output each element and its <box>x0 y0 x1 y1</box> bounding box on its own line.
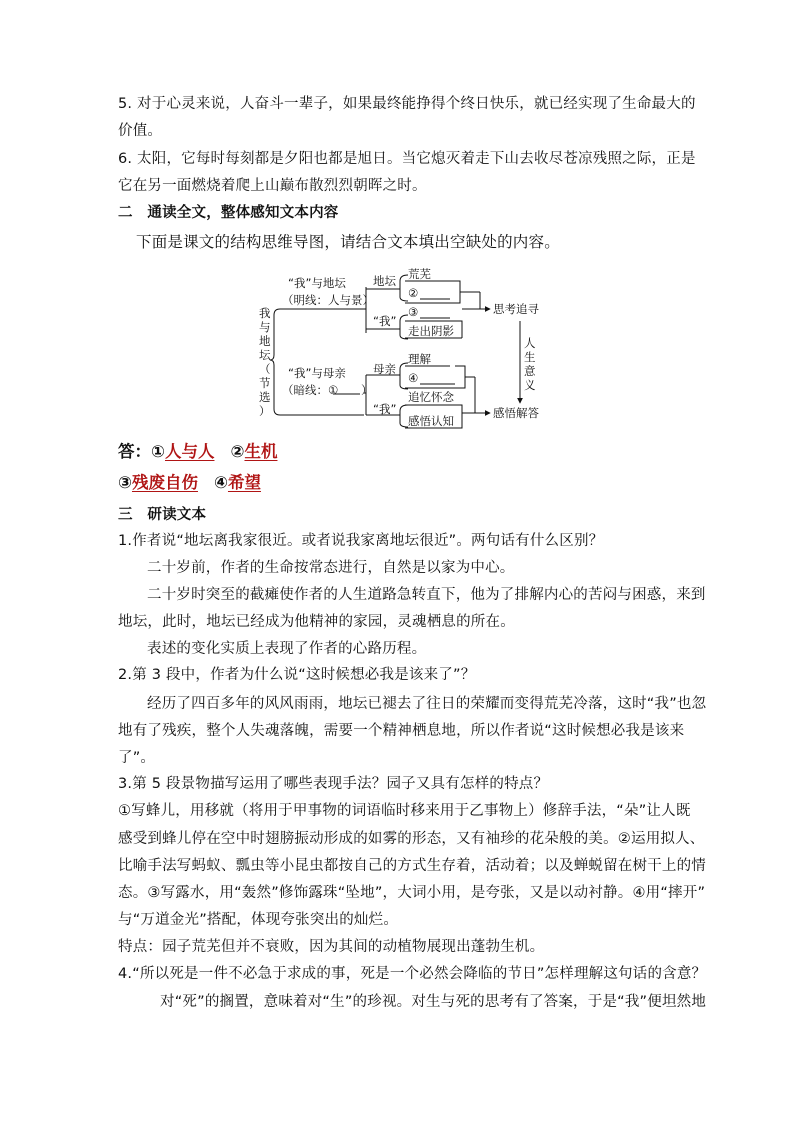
text-line: 与“万道金光”搭配，体现夸张突出的灿烂。 <box>118 912 399 928</box>
connector-lower <box>455 366 465 388</box>
answer-line-1 <box>118 440 277 464</box>
root-char: 我 <box>259 306 271 320</box>
node-ditan: 地坛 <box>373 274 396 288</box>
node-mother: 母亲 <box>373 362 396 376</box>
leaf-zhuiyi: 追忆怀念 <box>408 390 454 404</box>
branch2-subtitle-end: ） <box>361 383 373 397</box>
answer-num-3: ③ <box>118 473 132 492</box>
answer-num-1: ① <box>151 442 165 461</box>
answer-1: 人与人 <box>164 442 215 461</box>
branch1-subtitle: （明线：人与景） <box>282 293 374 307</box>
text-line: 对“死”的搁置，意味着对“生”的珍视。对生与死的思考有了答案，于是“我”便坦然地 <box>160 994 707 1010</box>
branch1-title: “我”与地坛 <box>288 276 346 290</box>
mind-map-root <box>259 306 271 418</box>
leaf-blank-4: ④ <box>408 371 419 385</box>
brace-ditan <box>400 275 408 301</box>
question-3: 3.第 5 段景物描写运用了哪些表现手法？园子又具有怎样的特点？ <box>118 776 549 792</box>
node-wo-2: “我” <box>373 402 397 416</box>
answer-line-2 <box>118 471 261 495</box>
rensheng-char: 意 <box>524 364 536 378</box>
text-line: 了”。 <box>118 750 156 766</box>
node-sikao: 思考追寻 <box>493 302 539 316</box>
text-line: 二十岁时突至的截瘫使作者的人生道路急转直下，他为了排解内心的苦闷与困惑，来到 <box>147 587 706 603</box>
leaf-ganwu: 感悟认知 <box>408 414 454 428</box>
text-line: 它在另一面燃烧着爬上山巅布散烈烈朝晖之时。 <box>118 178 427 194</box>
text-line: 地有了残疾，整个人失魂落魄，需要一个精神栖息地，所以作者说“这时候想必我是该来 <box>118 723 685 739</box>
text-line: 地坛，此时，地坛已经成为他精神的家园，灵魂栖息的所在。 <box>118 614 515 630</box>
question-2: 2.第 3 段中，作者为什么说“这时候想必我是该来了”？ <box>118 667 476 683</box>
root-char: ） <box>259 404 271 418</box>
question-1: 1.作者说“地坛离我家很近。或者说我家离地坛很近”。两句话有什么区别？ <box>118 533 604 549</box>
brace-wo2 <box>400 405 408 427</box>
connector-upper <box>450 281 460 303</box>
text-line: 特点：园子荒芜但并不衰败，因为其间的动植物展现出蓬勃生机。 <box>118 939 545 955</box>
branch2-title: “我”与母亲 <box>288 366 346 380</box>
answer-num-2: ② <box>230 442 245 461</box>
text-line: 价值。 <box>118 123 163 139</box>
root-brace <box>270 309 280 415</box>
root-char: 选 <box>259 390 271 404</box>
node-jieda: 感悟解答 <box>493 406 539 420</box>
answer-4: 希望 <box>227 473 261 492</box>
brace-wo1 <box>400 315 408 339</box>
root-char: （ <box>259 362 271 376</box>
section-heading: 三 研读文本 <box>118 507 207 523</box>
answer-num-4: ④ <box>213 473 228 492</box>
text-line: 5. 对于心灵来说，人奋斗一辈子，如果最终能挣得个终日快乐，就已经实现了生命最大的 <box>118 96 696 112</box>
text-line: ①写蜂儿，用移就（将用于甲事物的词语临时移来用于乙事物上）修辞手法，“朵”让人既 <box>118 803 691 819</box>
text-line: 比喻手法写蚂蚁、瓢虫等小昆虫都按自己的方式生存着，活动着；以及蝉蜕留在树干上的情 <box>118 858 706 874</box>
root-char: 与 <box>259 320 271 334</box>
brace-mother <box>400 363 408 389</box>
branch2-subtitle: （暗线：① <box>282 383 339 397</box>
leaf-blank-3: ③ <box>408 305 419 319</box>
root-char: 坛 <box>259 348 271 362</box>
answer-3: 残废自伤 <box>131 473 198 492</box>
intro-text: 下面是课文的结构思维导图，请结合文本填出空缺处的内容。 <box>136 233 560 251</box>
text-line: 感受到蜂儿停在空中时翅膀振动形成的如雾的形态，又有袖珍的花朵般的美。②运用拟人、 <box>118 831 705 847</box>
question-4: 4.“所以死是一件不必急于求成的事，死是一个必然会降临的节日”怎样理解这句话的含意？ <box>118 966 707 982</box>
leaf-zouchu: 走出阴影 <box>408 324 454 338</box>
leaf-huangwu: 荒芜 <box>408 267 431 281</box>
text-line: 6. 太阳，它每时每刻都是夕阳也都是旭日。当它熄灭着走下山去收尽苍凉残照之际，正是 <box>118 151 696 167</box>
leaf-blank-2: ② <box>408 286 419 300</box>
leaf-lijie: 理解 <box>408 352 431 366</box>
answer-2: 生机 <box>244 442 278 461</box>
rensheng-char: 义 <box>524 378 536 392</box>
root-char: 地 <box>259 334 271 348</box>
text-line: 表述的变化实质上表现了作者的心路历程。 <box>147 641 427 657</box>
answer-prefix: 答： <box>118 442 151 461</box>
text-line: 二十岁前，作者的生命按常态进行，自然是以家为中心。 <box>147 560 515 576</box>
text-line: 态。③写露水，用“轰然”修饰露珠“坠地”，大词小用，是夸张，又是以动衬静。④用“摔开” <box>118 885 706 901</box>
root-char: 节 <box>259 376 271 390</box>
text-line: 经历了四百多年的风风雨雨，地坛已褪去了往日的荣耀而变得荒芜冷落，这时“我”也忽 <box>147 696 707 712</box>
rensheng-char: 生 <box>524 350 536 364</box>
rensheng-char: 人 <box>524 336 536 350</box>
node-wo-1: “我” <box>373 314 397 328</box>
structure-mind-map <box>240 263 560 435</box>
section-heading: 二 通读全文，整体感知文本内容 <box>118 205 339 221</box>
